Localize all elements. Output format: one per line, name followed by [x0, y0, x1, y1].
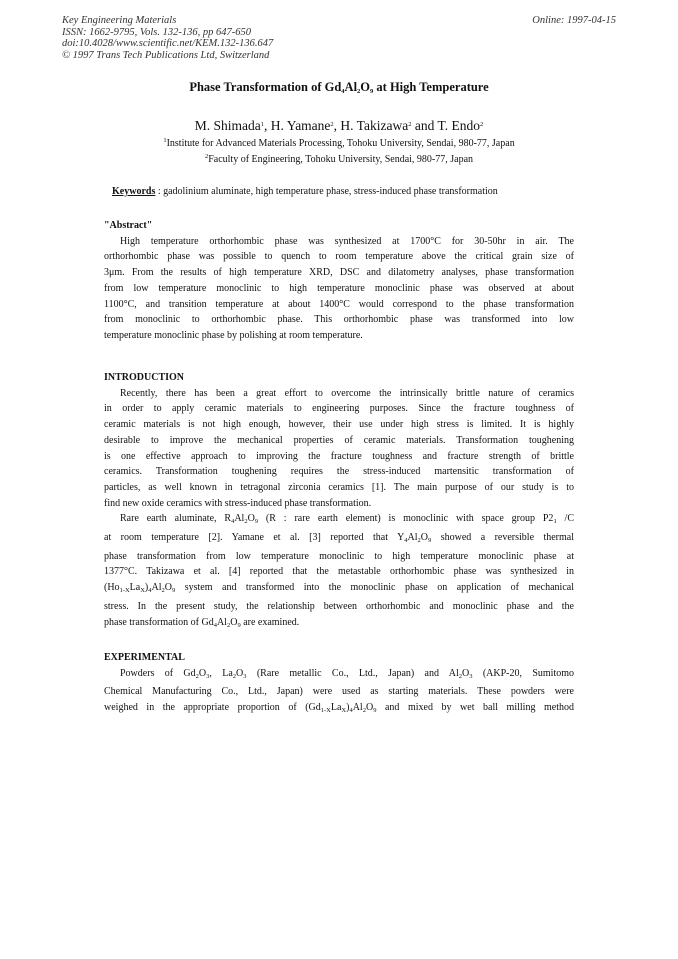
- text-line: temperature monoclinic phase by polishing at room temperature.: [104, 329, 363, 341]
- text-line: ceramic materials is not high enough, however, their use under high stress is limited. It is highly: [104, 419, 574, 431]
- text-line: from monoclinic to orthorhombic phase. This orthorhombic phase was transformed into low: [104, 314, 574, 326]
- text-line: in order to apply ceramic materials to engineering purposes. Since the fracture toughness of: [104, 403, 574, 415]
- journal-name: Key Engineering Materials: [62, 15, 177, 26]
- text-line: from low temperature monoclinic to high temperature monoclinic phase was observed at about: [104, 282, 574, 294]
- text-line: 3μm. From the results of high temperature XRD, DSC and dilatometry analyses, phase transformation: [104, 267, 574, 279]
- text-line: phase transformation from low temperature monoclinic to high temperature monoclinic phase at: [104, 550, 574, 562]
- text-line: orthorhombic phase was possible to quench to room temperature above the critical grain size of: [104, 251, 574, 263]
- text-line: phase transformation of $Gd_4Al_2O_9$ are examined.: [104, 616, 300, 629]
- abstract-heading: "Abstract": [104, 220, 153, 231]
- text-line: particles, as well known in tetragonal zirconia ceramics [1]. The main purpose of our study is to: [104, 481, 574, 493]
- text-line: 1377°C. Takizawa et al. [4] reported that the metastable orthorhombic phase was synthesized in: [104, 566, 574, 578]
- author-list: M. Shimada$^1$, H. Yamane$^2$, H. Takizawa$^2$ and T. Endo$^2$: [194, 118, 484, 133]
- keywords-text: : gadolinium aluminate, high temperature phase, stress-induced phase transformation: [155, 186, 498, 197]
- introduction-heading: INTRODUCTION: [104, 372, 185, 383]
- text-line: desirable to improve the mechanical properties of ceramic materials. Transformation toughening: [104, 434, 574, 446]
- journal-header: [62, 15, 273, 61]
- text-line: is one effective approach to improving the fracture toughness and fracture strength of brittle: [104, 450, 574, 462]
- affiliation-1: $^1$Institute for Advanced Materials Processing, Tohoku University, Sendai, 980-77, Japan: [163, 137, 515, 149]
- text-line: 1100°C, and transition temperature at about 1400°C would correspond to the phase transformation: [104, 298, 574, 310]
- text-line: weighed in the appropriate proportion of $(Gd_{1-X}La_X)_4Al_2O_9$ and mixed by wet ball milling method: [104, 702, 574, 715]
- journal-copyright: © 1997 Trans Tech Publications Ltd, Switzerland: [62, 49, 270, 61]
- text-line: Powders of $Gd_2O_3$, $La_2O_3$ (Rare metallic Co., Ltd., Japan) and $Al_2O_3$ (AKP-20, Sumitomo: [120, 667, 574, 680]
- text-line: Rare earth aluminate, $R_4Al_2O_9$ (R : rare earth element) is monoclinic with space group $P2_1$ /C: [120, 513, 575, 526]
- paper-title: Phase Transformation of $Gd_4Al_2O_9$ at High Temperature: [189, 80, 489, 95]
- journal-issn: ISSN: 1662-9795, Vols. 132-136, pp 647-650: [62, 26, 251, 38]
- introduction-section: [104, 370, 574, 633]
- text-line: $(Ho_{1-X}La_X)_4Al_2O_9$ system and transformed into the monoclinic phase on application of mechanical: [104, 582, 574, 595]
- abstract-section: [104, 218, 574, 344]
- text-line: Chemical Manufacturing Co., Ltd., Japan) were used as starting materials. These powders were: [104, 686, 574, 698]
- text-line: Recently, there has been a great effort to overcome the intrinsically brittle nature of ceramics: [120, 387, 574, 399]
- experimental-heading: EXPERIMENTAL: [104, 652, 185, 663]
- text-line: find new oxide ceramics with stress-induced phase transformation.: [104, 497, 372, 509]
- text-line: at room temperature [2]. Yamane et al. [3] reported that $Y_4Al_2O_9$ showed a reversible thermal: [104, 532, 574, 545]
- keywords-label: Keywords: [112, 186, 156, 197]
- text-line: stress. In the present study, the relationship between orthorhombic and monoclinic phase and the: [104, 600, 574, 612]
- online-date: Online: 1997-04-15: [532, 15, 616, 26]
- text-line: ceramics. Transformation toughening requires the stress-induced martensitic transformation of: [104, 466, 574, 478]
- keywords: [112, 186, 498, 197]
- affiliation-2: $^2$Faculty of Engineering, Tohoku University, Sendai, 980-77, Japan: [204, 153, 474, 165]
- text-line: High temperature orthorhombic phase was synthesized at 1700°C for 30-50hr in air. The: [120, 235, 574, 247]
- experimental-section: [104, 650, 574, 719]
- journal-doi: doi:10.4028/www.scientific.net/KEM.132-136.647: [62, 38, 274, 49]
